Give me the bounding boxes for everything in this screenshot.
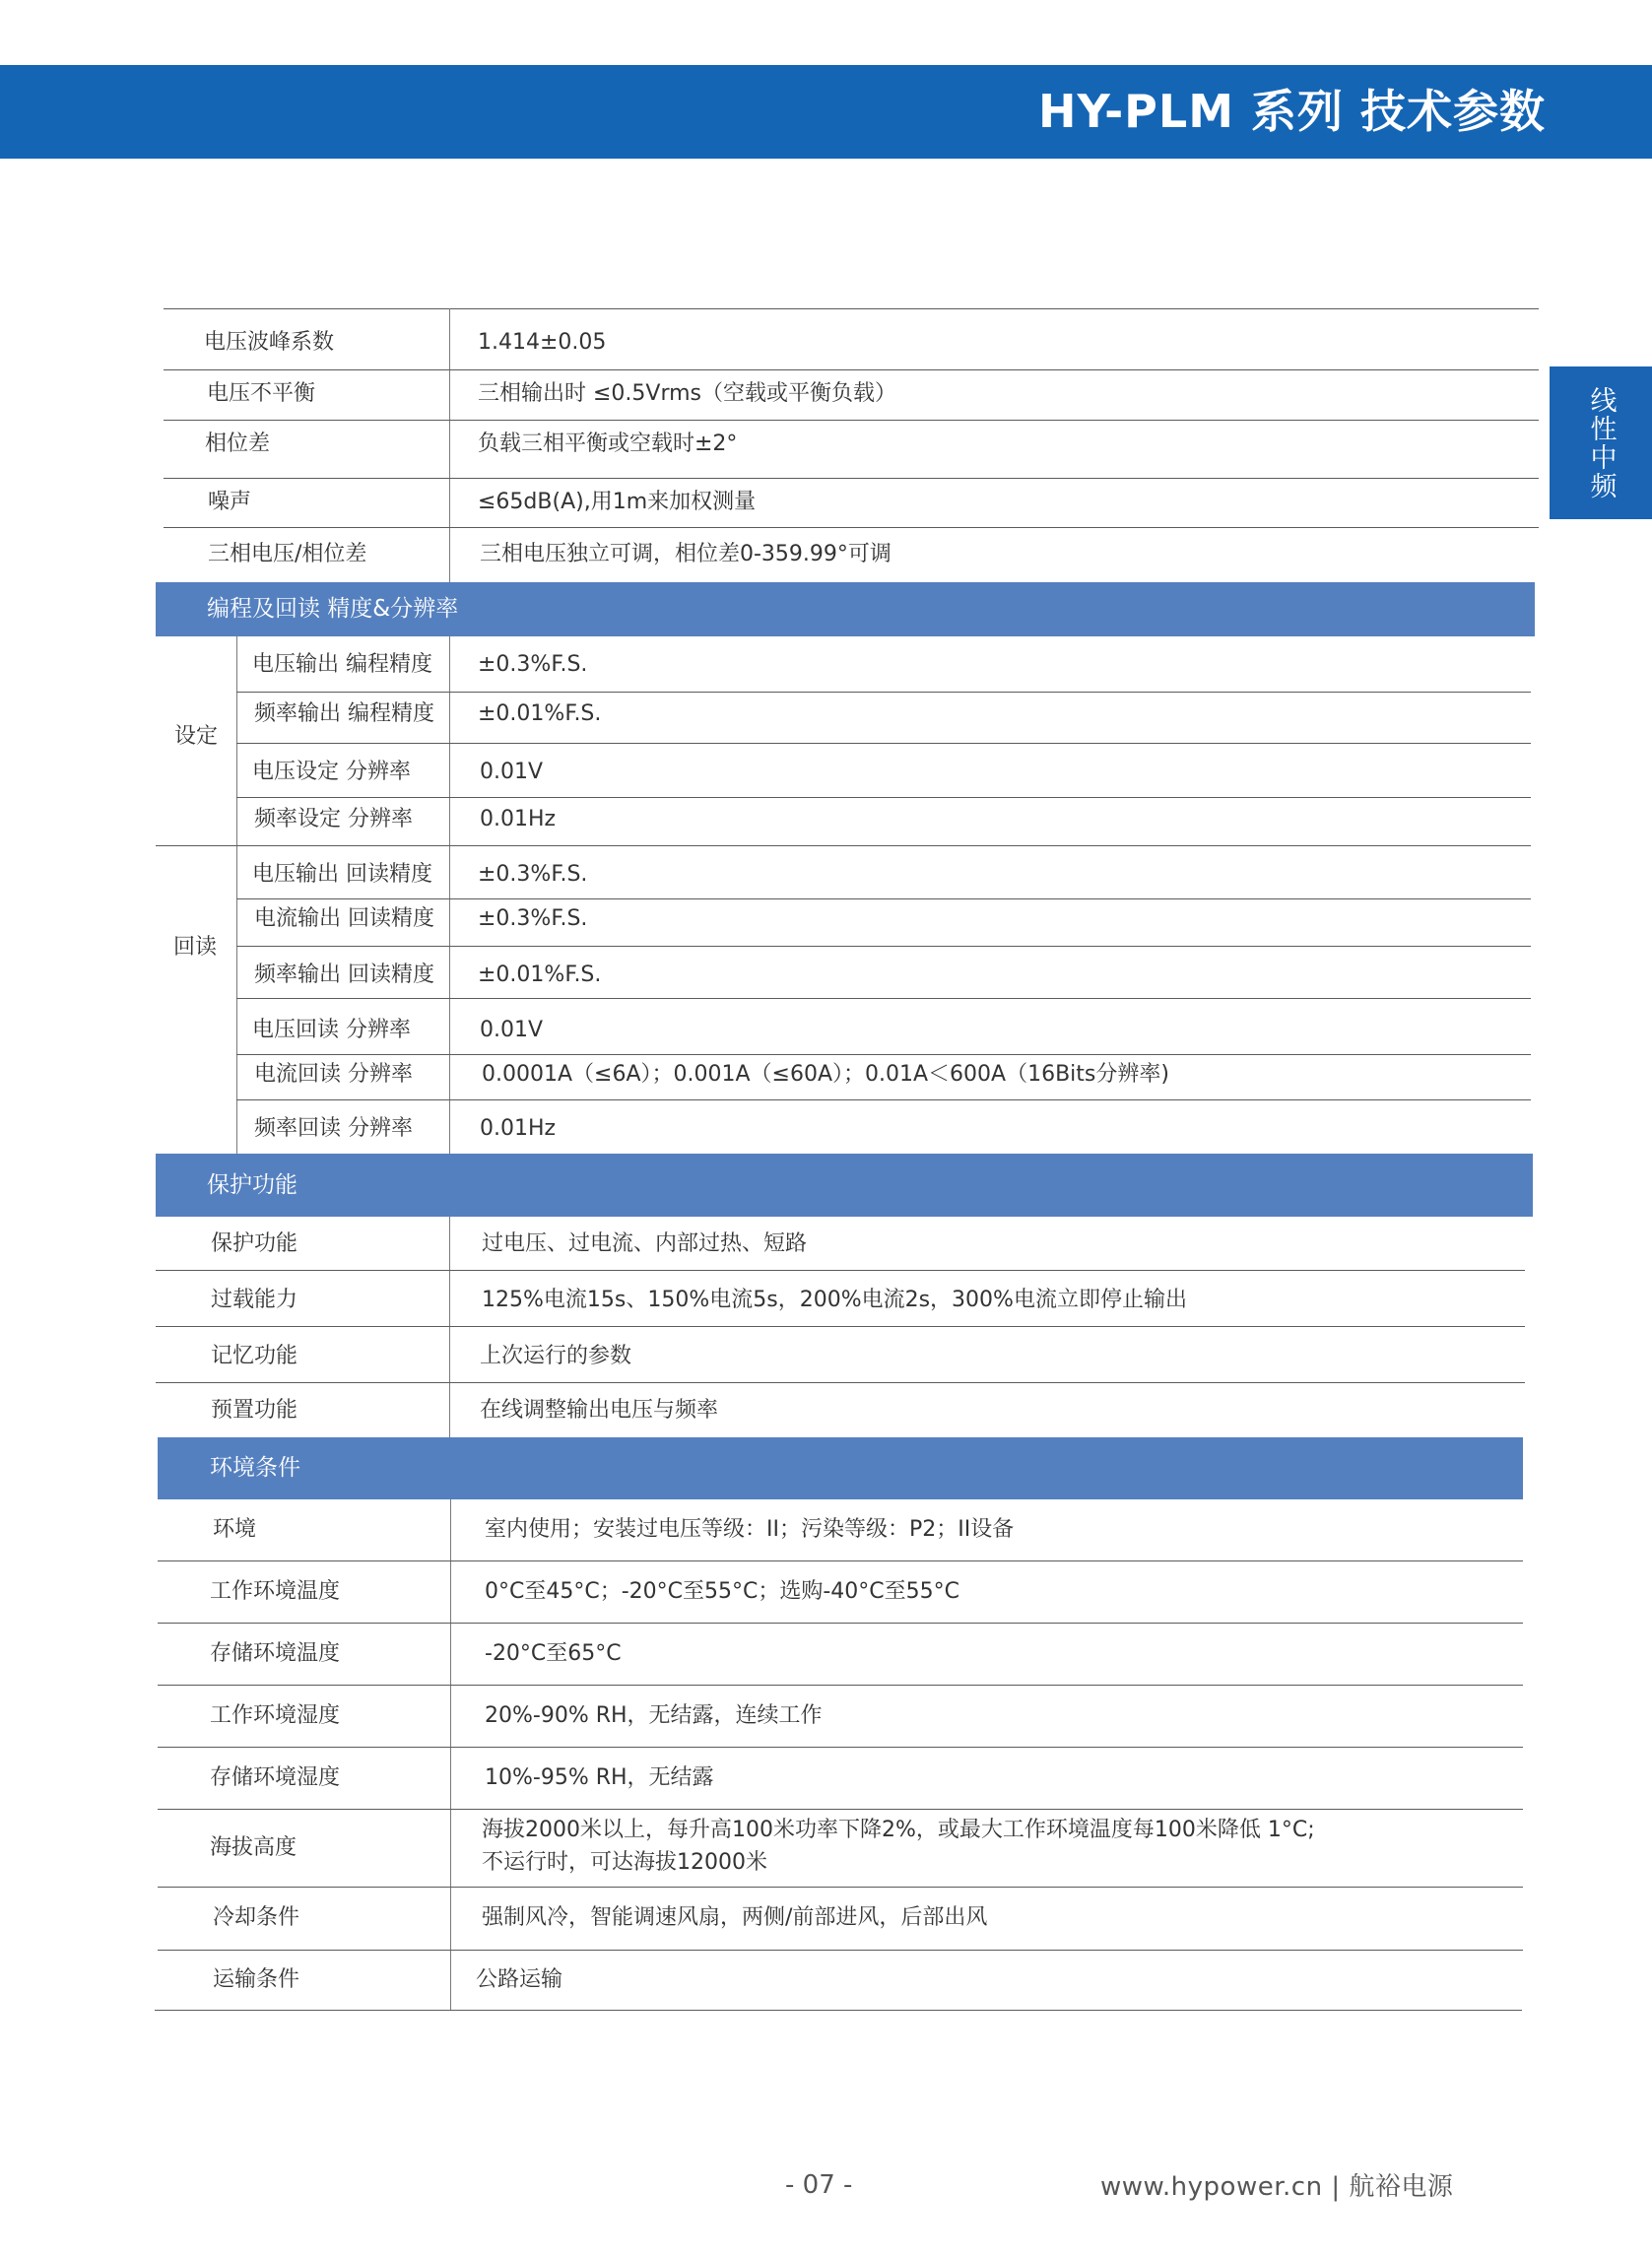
row-value: ±0.3%F.S. [478,652,588,677]
row-value: 1.414±0.05 [478,330,607,355]
row-label: 海拔高度 [210,1835,297,1860]
side-category-tab[interactable] [1550,366,1652,519]
column-divider [449,1217,450,1437]
row-value: 过电压、过电流、内部过热、短路 [482,1231,808,1256]
row-value: 负载三相平衡或空载时±2° [478,431,738,456]
row-value: 室内使用；安装过电压等级：II；污染等级：P2；II设备 [485,1517,1015,1542]
row-value: 三相电压独立可调，相位差0-359.99°可调 [480,542,892,566]
section-header-precision [156,582,1535,636]
row-label: 电压波峰系数 [204,330,335,355]
row-label: 电压输出 编程精度 [252,652,432,677]
table-rule [156,1270,1525,1271]
row-value: ±0.01%F.S. [478,701,602,726]
row-value: ±0.3%F.S. [478,862,588,887]
column-divider [449,636,450,1154]
row-value: 0.0001A（≤6A）；0.001A（≤60A）；0.01A＜600A（16Bits分辨率) [482,1062,1169,1087]
row-value-line2: 不运行时，可达海拔12000米 [482,1850,767,1875]
row-label: 预置功能 [211,1398,298,1423]
row-value: ±0.01%F.S. [478,963,602,987]
section-title: 环境条件 [210,1455,300,1481]
table-rule [236,743,1531,744]
row-label: 电压不平衡 [207,381,316,406]
row-value: 10%-95% RH，无结露 [485,1765,714,1790]
row-value: 0.01V [480,760,544,784]
column-divider [449,308,450,582]
table-rule [164,308,1539,309]
row-label: 噪声 [208,490,252,514]
row-value: 0.01V [480,1018,544,1042]
row-label: 电压输出 回读精度 [252,862,432,887]
row-value: 125%电流15s、150%电流5s，200%电流2s，300%电流立即停止输出 [482,1288,1187,1312]
table-rule [164,527,1539,528]
row-label: 工作环境温度 [210,1579,341,1604]
table-rule [158,1887,1523,1888]
row-label: 三相电压/相位差 [208,542,367,566]
table-rule [156,1382,1525,1383]
table-rule [156,845,1531,846]
row-label: 频率输出 编程精度 [254,701,434,726]
row-value: 公路运输 [476,1967,563,1992]
row-value: 强制风冷，智能调速风扇，两侧/前部进风，后部出风 [482,1905,988,1930]
header-banner [0,65,1652,159]
group-label-setting: 设定 [174,724,219,749]
table-rule [158,1685,1523,1686]
row-value: 0°C至45°C；-20°C至55°C；选购-40°C至55°C [485,1579,960,1604]
table-rule [236,797,1531,798]
column-divider [450,1499,451,2011]
row-label: 电压回读 分辨率 [252,1018,411,1042]
table-rule [164,420,1539,421]
row-value: 上次运行的参数 [480,1344,632,1368]
footer-website[interactable]: www.hypower.cn | 航裕电源 [1100,2172,1454,2202]
row-label: 电压设定 分辨率 [252,760,411,784]
row-label: 电流回读 分辨率 [254,1062,413,1087]
row-value: ±0.3%F.S. [478,906,588,931]
row-label: 频率输出 回读精度 [254,963,434,987]
row-label: 存储环境温度 [210,1641,341,1666]
table-rule [158,1747,1523,1748]
table-rule [158,1623,1523,1624]
row-label: 相位差 [205,431,271,456]
row-label: 运输条件 [213,1967,300,1992]
row-value: 0.01Hz [480,807,557,831]
row-label: 记忆功能 [211,1344,298,1368]
table-rule [155,2010,1522,2011]
row-label: 频率设定 分辨率 [254,807,413,831]
group-label-readback: 回读 [173,935,218,960]
row-label: 工作环境湿度 [210,1703,341,1728]
table-rule [236,1054,1531,1055]
section-title: 保护功能 [207,1172,297,1198]
row-label: 保护功能 [211,1231,298,1256]
table-rule [236,898,1531,899]
table-rule [236,692,1531,693]
table-rule [164,478,1539,479]
row-label: 过载能力 [211,1288,298,1312]
row-label: 存储环境湿度 [210,1765,341,1790]
row-value: 0.01Hz [480,1116,557,1141]
row-label: 频率回读 分辨率 [254,1116,413,1141]
table-rule [236,1099,1531,1100]
group-divider [236,636,237,1154]
table-rule [164,369,1539,370]
page-title: HY-PLM 系列 技术参数 [1038,85,1546,138]
page-number: - 07 - [785,2170,853,2200]
side-category-label: 线性中频 [1585,385,1617,500]
section-title: 编程及回读 精度&分辨率 [207,596,459,622]
row-value: -20°C至65°C [485,1641,622,1666]
row-value: ≤65dB(A),用1m来加权测量 [478,490,757,514]
row-value: 在线调整输出电压与频率 [480,1398,719,1423]
row-label: 冷却条件 [213,1905,300,1930]
table-rule [158,1809,1523,1810]
row-label: 环境 [213,1517,257,1542]
row-label: 电流输出 回读精度 [254,906,434,931]
table-rule [236,998,1531,999]
section-header-protection [156,1154,1533,1217]
row-value: 海拔2000米以上，每升高100米功率下降2%，或最大工作环境温度每100米降低 1°C; [482,1818,1315,1842]
table-rule [236,946,1531,947]
table-rule [158,1950,1523,1951]
row-value: 20%-90% RH，无结露，连续工作 [485,1703,823,1728]
table-rule [156,1326,1525,1327]
table-rule [158,1560,1523,1561]
row-value: 三相输出时 ≤0.5Vrms（空载或平衡负载） [478,381,897,406]
section-header-environment [158,1437,1523,1499]
